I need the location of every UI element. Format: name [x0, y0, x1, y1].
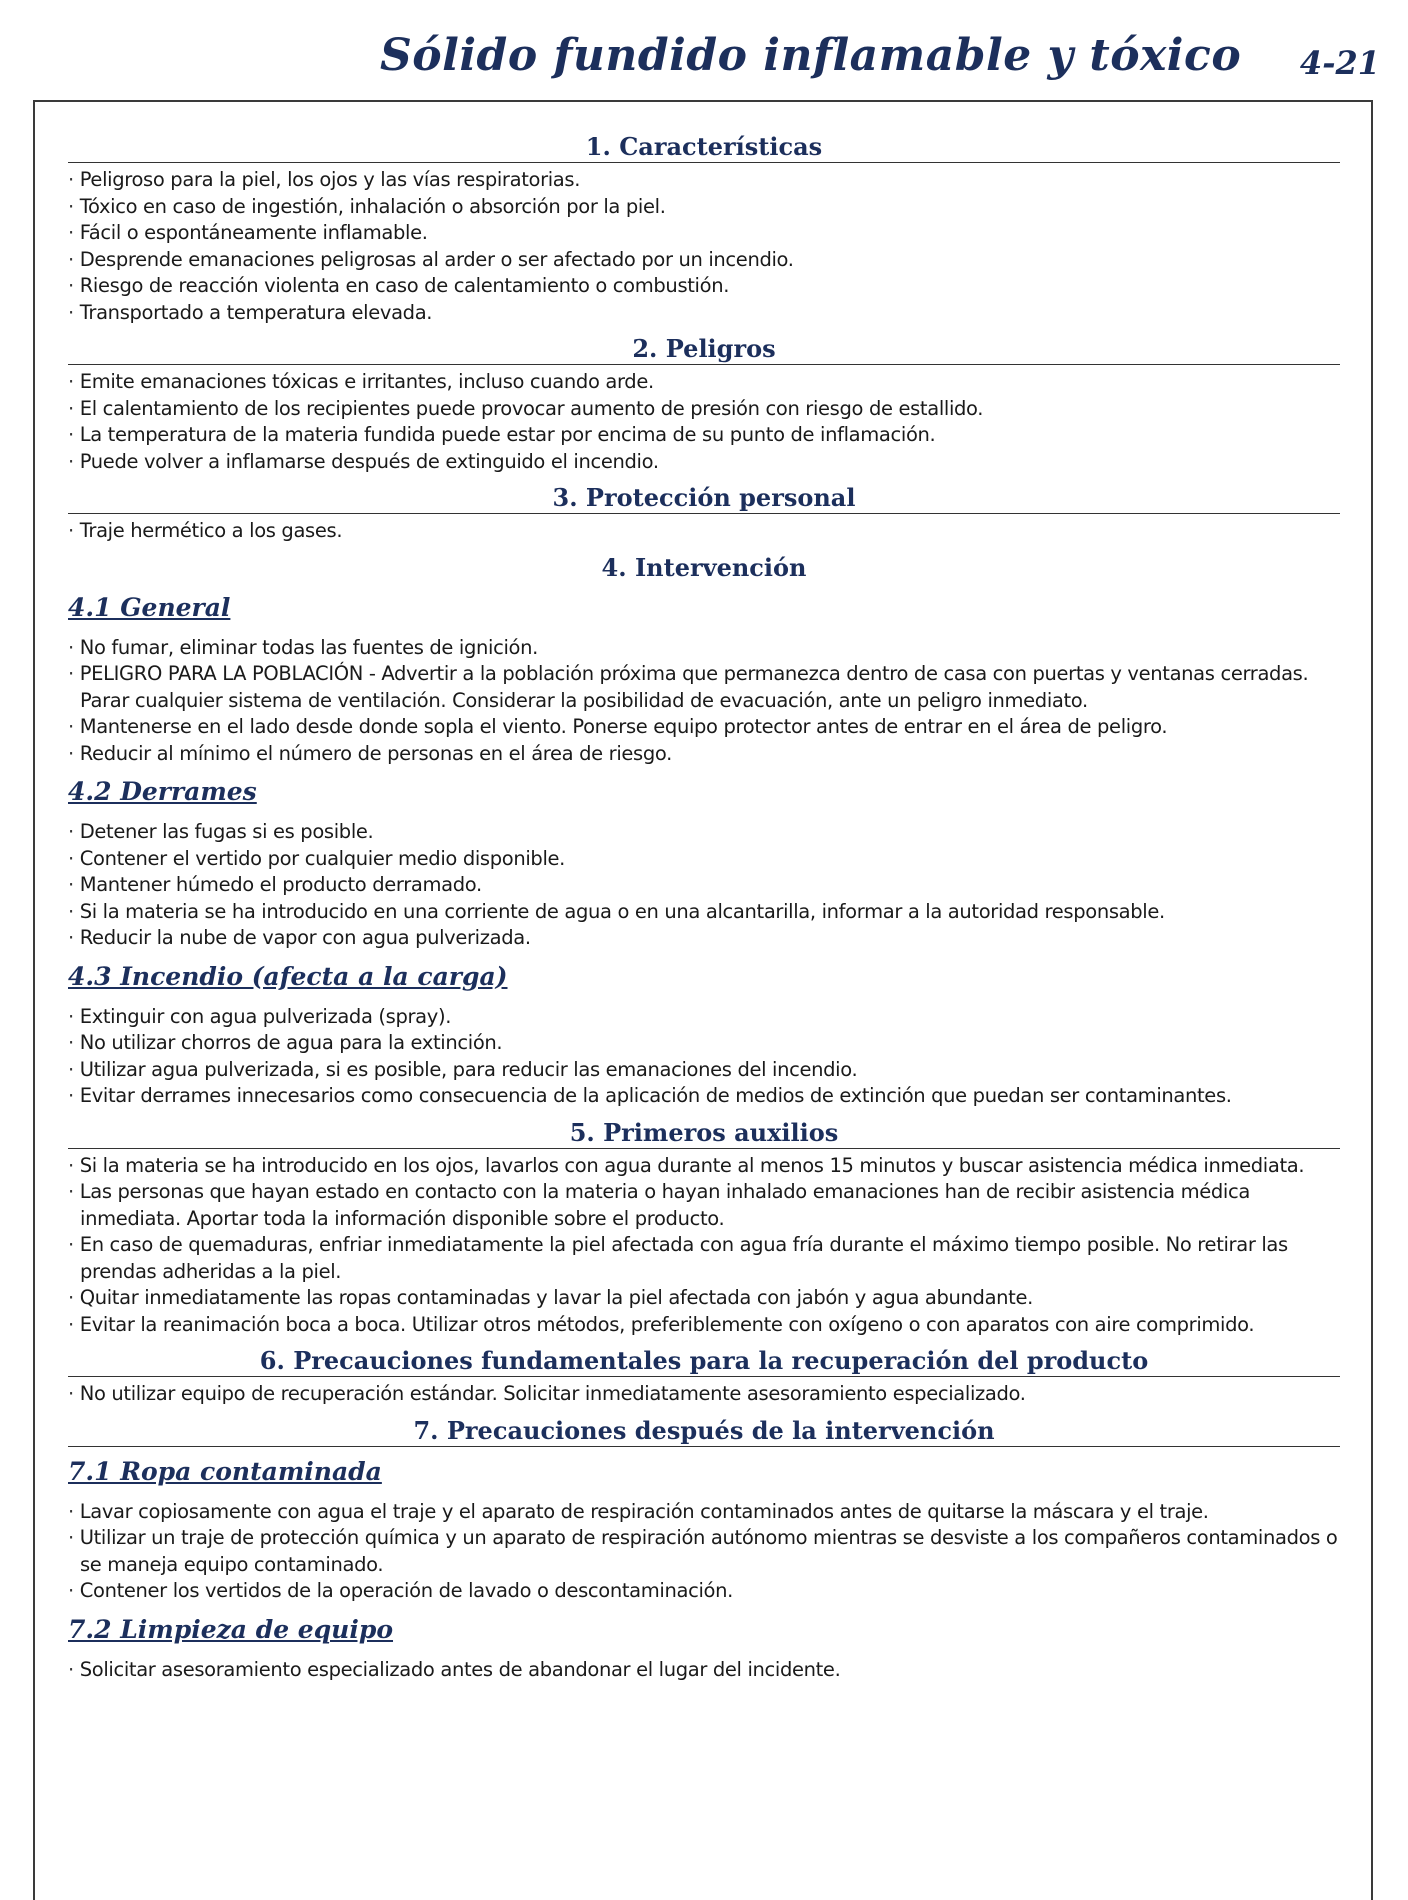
- section-heading-despues-intervencion: 7. Precauciones después de la intervención: [68, 1408, 1340, 1447]
- list-item: [68, 1657, 1340, 1684]
- list-item-text: PELIGRO PARA LA POBLACIÓN - Advertir a la población próxima que permanezca dentro de casa con puertas y ventanas cerradas. Parar cualquier sistema de ventilación. Considerar la posibilidad de evacuación, ante un peligro inmediato.: [79, 662, 1309, 712]
- page-title: Sólido fundido inflamable y tóxico: [380, 30, 1242, 81]
- document-body: [68, 126, 1340, 1683]
- section-heading-primeros-auxilios: 5. Primeros auxilios: [68, 1110, 1340, 1149]
- bullet-icon: ·: [68, 715, 74, 738]
- list-item: [68, 1153, 1340, 1180]
- bullet-icon: ·: [68, 449, 74, 473]
- subheading-derrames: 4.2 Derrames: [68, 777, 257, 806]
- list-item-text: La temperatura de la materia fundida puede estar por encima de su punto de inflamación.: [79, 423, 936, 446]
- bullet-icon: ·: [68, 247, 74, 271]
- list-item-text: Contener el vertido por cualquier medio disponible.: [79, 846, 566, 870]
- list-item: [68, 1312, 1340, 1339]
- bullet-icon: ·: [68, 635, 74, 659]
- list-item-text: Solicitar asesoramiento especializado antes de abandonar el lugar del incidente.: [79, 1657, 841, 1681]
- list-item-text: No utilizar equipo de recuperación estándar. Solicitar inmediatamente asesoramiento especializado.: [79, 1382, 1026, 1405]
- list-item: [68, 846, 1340, 873]
- section-heading-caracteristicas: 1. Características: [68, 126, 1340, 163]
- bullet-icon: ·: [68, 1382, 74, 1405]
- bullet-icon: ·: [68, 370, 74, 393]
- list-item: [68, 1179, 1340, 1232]
- bullet-icon: ·: [68, 846, 74, 870]
- subheading-general: 4.1 General: [68, 592, 231, 622]
- list-item-text: Riesgo de reacción violenta en caso de calentamiento o combustión.: [79, 274, 730, 297]
- bullet-icon: ·: [68, 1312, 74, 1336]
- list-item: [68, 872, 1340, 899]
- list-item: [68, 1057, 1340, 1084]
- list-item-text: No utilizar chorros de agua para la extinción.: [79, 1031, 503, 1054]
- list-item-text: Peligroso para la piel, los ojos y las vías respiratorias.: [79, 168, 581, 191]
- list-item-text: Utilizar agua pulverizada, si es posible, para reducir las emanaciones del incendio.: [79, 1057, 858, 1081]
- list-item: [68, 369, 1340, 396]
- list-item: [68, 925, 1340, 952]
- list-item: [68, 1030, 1340, 1057]
- list-peligros: [68, 369, 1340, 475]
- list-item: [68, 247, 1340, 274]
- list-item-text: Si la materia se ha introducido en una corriente de agua o en una alcantarilla, informar a la autoridad responsable.: [79, 899, 1165, 923]
- list-item: [68, 1525, 1340, 1578]
- list-limpieza-equipo: [68, 1657, 1340, 1684]
- list-general: [68, 635, 1340, 768]
- list-item: [68, 167, 1340, 194]
- list-ropa-contaminada: [68, 1499, 1340, 1605]
- bullet-icon: ·: [68, 1526, 74, 1549]
- list-item: [68, 899, 1340, 926]
- list-item-text: Lavar copiosamente con agua el traje y el aparato de respiración contaminados antes de quitarse la máscara y el traje.: [79, 1499, 1209, 1523]
- bullet-icon: ·: [68, 873, 74, 896]
- list-item-text: Fácil o espontáneamente inflamable.: [79, 221, 428, 244]
- list-item-text: Traje hermético a los gases.: [79, 519, 343, 542]
- bullet-icon: ·: [68, 396, 74, 420]
- list-item: [68, 1499, 1340, 1526]
- list-item: [68, 1285, 1340, 1312]
- bullet-icon: ·: [68, 221, 74, 244]
- list-item-text: Tóxico en caso de ingestión, inhalación o absorción por la piel.: [79, 194, 666, 218]
- subheading-limpieza-equipo: 7.2 Limpieza de equipo: [68, 1614, 394, 1644]
- list-proteccion-personal: [68, 518, 1340, 545]
- page-number: 4-21: [1299, 44, 1380, 82]
- list-incendio: [68, 1004, 1340, 1110]
- bullet-icon: ·: [68, 1233, 74, 1256]
- list-item: [68, 300, 1340, 327]
- list-item: [68, 422, 1340, 449]
- list-item-text: Desprende emanaciones peligrosas al arder o ser afectado por un incendio.: [79, 247, 794, 271]
- list-item: [68, 741, 1340, 768]
- bullet-icon: ·: [68, 820, 74, 843]
- bullet-icon: ·: [68, 1579, 74, 1602]
- list-item: [68, 714, 1340, 741]
- bullet-icon: ·: [68, 1180, 74, 1203]
- list-item: [68, 661, 1340, 714]
- list-item-text: Detener las fugas si es posible.: [79, 820, 374, 843]
- list-item: [68, 635, 1340, 662]
- list-item-text: Transportado a temperatura elevada.: [79, 300, 433, 324]
- list-item: [68, 518, 1340, 545]
- bullet-icon: ·: [68, 1657, 74, 1681]
- section-heading-recuperacion: 6. Precauciones fundamentales para la recuperación del producto: [68, 1338, 1340, 1377]
- list-item-text: Las personas que hayan estado en contacto con la materia o hayan inhalado emanaciones han de recibir asistencia médica inmediata. Aportar toda la información disponible sobre el producto.: [79, 1180, 1250, 1230]
- bullet-icon: ·: [68, 168, 74, 191]
- list-item-text: Evitar la reanimación boca a boca. Utilizar otros métodos, preferiblemente con oxígeno o con aparatos con aire comprimido.: [79, 1312, 1255, 1336]
- list-item-text: El calentamiento de los recipientes puede provocar aumento de presión con riesgo de estallido.: [79, 396, 984, 420]
- list-recuperacion: [68, 1381, 1340, 1408]
- list-item-text: Contener los vertidos de la operación de lavado o descontaminación.: [79, 1579, 733, 1602]
- list-item-text: Reducir al mínimo el número de personas en el área de riesgo.: [79, 741, 672, 765]
- bullet-icon: ·: [68, 194, 74, 218]
- list-item: [68, 396, 1340, 423]
- list-item: [68, 1381, 1340, 1408]
- list-item-text: Utilizar un traje de protección química y un aparato de respiración autónomo mientras se desviste a los compañeros contaminados o se maneja equipo contaminado.: [79, 1526, 1338, 1576]
- section-heading-proteccion-personal: 3. Protección personal: [68, 475, 1340, 514]
- list-primeros-auxilios: [68, 1153, 1340, 1339]
- list-item: [68, 449, 1340, 476]
- list-item-text: Puede volver a inflamarse después de extinguido el incendio.: [79, 449, 659, 473]
- bullet-icon: ·: [68, 662, 74, 685]
- bullet-icon: ·: [68, 1499, 74, 1523]
- list-item-text: Mantener húmedo el producto derramado.: [79, 873, 482, 896]
- bullet-icon: ·: [68, 741, 74, 765]
- list-item-text: Extinguir con agua pulverizada (spray).: [79, 1004, 452, 1028]
- list-caracteristicas: [68, 167, 1340, 326]
- list-item-text: Mantenerse en el lado desde donde sopla el viento. Ponerse equipo protector antes de entrar en el área de peligro.: [79, 715, 1168, 738]
- list-item-text: Quitar inmediatamente las ropas contaminadas y lavar la piel afectada con jabón y agua abundante.: [79, 1286, 1033, 1309]
- list-item-text: En caso de quemaduras, enfriar inmediatamente la piel afectada con agua fría durante el máximo tiempo posible. No retirar las prendas adheridas a la piel.: [79, 1233, 1288, 1283]
- list-derrames: [68, 819, 1340, 952]
- list-item: [68, 194, 1340, 221]
- section-heading-intervencion: 4. Intervención: [601, 552, 807, 582]
- bullet-icon: ·: [68, 899, 74, 923]
- bullet-icon: ·: [68, 423, 74, 446]
- bullet-icon: ·: [68, 274, 74, 297]
- list-item: [68, 1083, 1340, 1110]
- page-header: [0, 0, 1408, 100]
- list-item: [68, 819, 1340, 846]
- list-item: [68, 1004, 1340, 1031]
- list-item-text: Reducir la nube de vapor con agua pulverizada.: [79, 926, 531, 949]
- bullet-icon: ·: [68, 926, 74, 949]
- subheading-ropa-contaminada: 7.1 Ropa contaminada: [68, 1456, 382, 1486]
- list-item-text: Si la materia se ha introducido en los ojos, lavarlos con agua durante al menos 15 minutos y buscar asistencia médica inmediata.: [79, 1153, 1305, 1177]
- list-item-text: Emite emanaciones tóxicas e irritantes, incluso cuando arde.: [79, 370, 654, 393]
- bullet-icon: ·: [68, 1031, 74, 1054]
- list-item: [68, 273, 1340, 300]
- list-item: [68, 1232, 1340, 1285]
- subheading-incendio: 4.3 Incendio (afecta a la carga): [68, 961, 508, 991]
- list-item: [68, 220, 1340, 247]
- list-item-text: Evitar derrames innecesarios como consecuencia de la aplicación de medios de extinción que puedan ser contaminantes.: [79, 1084, 1232, 1107]
- bullet-icon: ·: [68, 519, 74, 542]
- bullet-icon: ·: [68, 1084, 74, 1107]
- section-heading-peligros: 2. Peligros: [68, 326, 1340, 365]
- list-item: [68, 1578, 1340, 1605]
- list-item-text: No fumar, eliminar todas las fuentes de ignición.: [79, 635, 538, 659]
- bullet-icon: ·: [68, 1286, 74, 1309]
- bullet-icon: ·: [68, 1057, 74, 1081]
- bullet-icon: ·: [68, 1004, 74, 1028]
- bullet-icon: ·: [68, 1153, 74, 1177]
- bullet-icon: ·: [68, 300, 74, 324]
